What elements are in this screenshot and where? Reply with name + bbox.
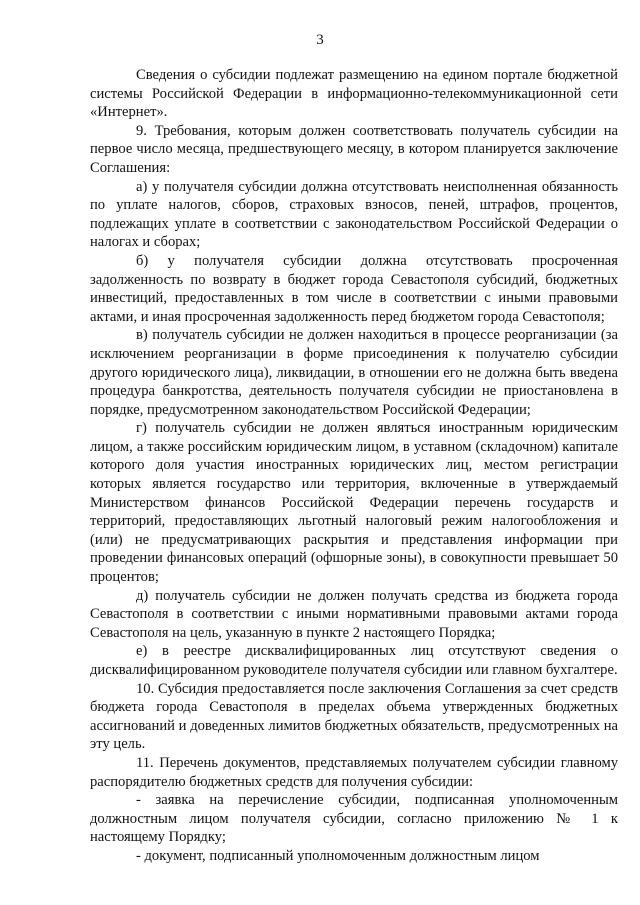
paragraph-requirement-b: б) у получателя субсидии должна отсутствовать просроченная задолженность по возврату в бюджет города Севастополя субсидий, бюджетных инвестиций, предоставленных в том числе в соответствии с иными правовыми актами, и иная просроченная задолженность перед бюджетом города Севастополя; bbox=[90, 252, 618, 325]
paragraph-document-request: - заявка на перечисление субсидии, подписанная уполномоченным должностным лицом получателя субсидии, согласно приложению № 1 к настоящему Порядку; bbox=[90, 792, 618, 846]
paragraph-document-signed: - документ, подписанный уполномоченным должностным лицом bbox=[136, 847, 540, 864]
paragraph-portal-info: Сведения о субсидии подлежат размещению на едином портале бюджетной системы Российской Федерации в информационно-телекоммуникационной сети «Интернет». bbox=[90, 67, 618, 121]
paragraph-requirement-e: е) в реестре дисквалифицированных лиц отсутствуют сведения о дисквалифицированном руководителе получателя субсидии или главном бухгалтере. bbox=[90, 643, 618, 678]
paragraph-requirement-g: г) получатель субсидии не должен являться иностранным юридическим лицом, а также российским юридическим лицом, в уставном (складочном) капитале которого доля участия иностранных юридических лиц, местом регистрации которых является государство или территория, включенные в утверждаемый Министерством финансов Российской Федерации перечень государств и территорий, предоставляющих льготный налоговый режим налогообложения и (или) не предусматривающих раскрытия и представления информации при проведении финансовых операций (офшорные зоны), в совокупности превышает 50 процентов; bbox=[90, 420, 618, 586]
paragraph-documents-11: 11. Перечень документов, представляемых получателем субсидии главному распорядителю бюджетных средств для получения субсидии: bbox=[90, 754, 618, 790]
paragraph-requirements-9: 9. Требования, которым должен соответствовать получатель субсидии на первое число месяца, предшествующего месяцу, в котором планируется заключение Соглашения: bbox=[90, 122, 618, 176]
page-number: 3 bbox=[316, 32, 324, 48]
document-body bbox=[90, 66, 618, 866]
paragraph-requirement-a: а) у получателя субсидии должна отсутствовать неисполненная обязанность по уплате налогов, сборов, страховых взносов, пеней, штрафов, процентов, подлежащих уплате в соответствии с законодательством Российской Федерации о налогах и сборах; bbox=[90, 178, 618, 251]
paragraph-requirement-d: д) получатель субсидии не должен получать средства из бюджета города Севастополя в соответствии с иными нормативными правовыми актами города Севастополя на цель, указанную в пункте 2 настоящего Порядка; bbox=[90, 587, 618, 641]
paragraph-subsidy-10: 10. Субсидия предоставляется после заключения Соглашения за счет средств бюджета города Севастополя в пределах объема утвержденных бюджетных ассигнований и доведенных лимитов бюджетных обязательств, предусмотренных на эту цель. bbox=[90, 680, 618, 753]
paragraph-requirement-v: в) получатель субсидии не должен находиться в процессе реорганизации (за исключением реорганизации в форме присоединения к получателю субсидии другого юридического лица), ликвидации, в отношении его не должна быть введена процедура банкротства, деятельность получателя субсидии не приостановлена в порядке, предусмотренном законодательством Российской Федерации; bbox=[90, 327, 618, 418]
